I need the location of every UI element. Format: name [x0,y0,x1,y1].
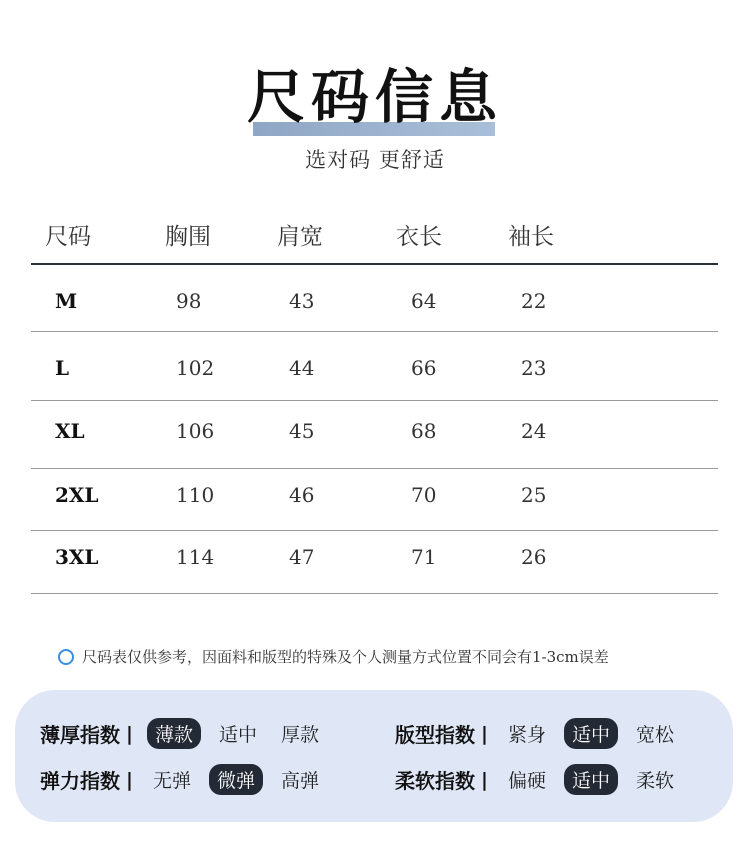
thickness-option-thin: 薄款 [147,718,201,749]
cell-length: 66 [411,356,437,380]
cell-sleeve: 26 [521,545,547,569]
table-header [31,210,718,265]
cell-length: 64 [411,289,437,313]
separator: | [481,722,488,745]
fit-index [395,718,692,749]
page-subtitle: 选对码 更舒适 [305,148,445,172]
table-row [31,469,718,531]
softness-label: 柔软指数 [395,769,475,793]
cell-size: M [55,289,78,313]
fabric-index-panel [15,690,733,822]
softness-index [395,764,692,795]
elasticity-option-slight: 微弹 [209,764,263,795]
elasticity-index [40,764,337,795]
header-chest: 胸围 [165,224,211,250]
softness-option-firm: 偏硬 [507,770,546,792]
cell-shoulder: 43 [289,289,315,313]
elasticity-option-high: 高弹 [280,770,319,792]
size-disclaimer [58,646,609,667]
table-row [31,401,718,469]
softness-option-soft: 柔软 [635,770,674,792]
fit-option-slim: 紧身 [507,724,546,746]
size-table [31,210,718,594]
separator: | [126,722,133,745]
elasticity-option-none: 无弹 [152,770,191,792]
cell-shoulder: 47 [289,545,315,569]
fit-option-regular: 适中 [564,718,618,749]
fit-option-loose: 宽松 [635,724,674,746]
separator: | [481,768,488,791]
table-row [31,265,718,332]
cell-shoulder: 46 [289,483,315,507]
thickness-option-thick: 厚款 [280,724,319,746]
cell-length: 68 [411,419,437,443]
note-text: 尺码表仅供参考，因面料和版型的特殊及个人测量方式位置不同会有1-3cm误差 [82,648,609,666]
softness-option-medium: 适中 [564,764,618,795]
cell-shoulder: 45 [289,419,315,443]
cell-chest: 110 [176,483,215,507]
cell-sleeve: 24 [521,419,547,443]
table-row [31,531,718,594]
header-shoulder: 肩宽 [277,224,323,250]
cell-length: 71 [411,545,437,569]
header-size: 尺码 [45,224,91,250]
separator: | [126,768,133,791]
thickness-option-medium: 适中 [218,724,257,746]
cell-chest: 106 [176,419,215,443]
circle-icon [58,649,74,665]
page-title: 尺码信息 [246,63,503,131]
title-block [0,64,750,144]
table-row [31,332,718,401]
cell-sleeve: 22 [521,289,547,313]
cell-chest: 114 [176,545,215,569]
thickness-label: 薄厚指数 [40,723,120,747]
cell-sleeve: 25 [521,483,547,507]
fit-label: 版型指数 [395,723,475,747]
cell-shoulder: 44 [289,356,315,380]
cell-size: 2XL [55,483,99,507]
cell-length: 70 [411,483,437,507]
cell-chest: 102 [176,356,215,380]
cell-size: L [55,356,70,380]
header-sleeve: 袖长 [508,224,554,250]
header-length: 衣长 [396,224,442,250]
cell-size: 3XL [55,545,99,569]
cell-chest: 98 [176,289,202,313]
cell-size: XL [55,419,85,443]
thickness-index [40,718,337,749]
elasticity-label: 弹力指数 [40,769,120,793]
cell-sleeve: 23 [521,356,547,380]
